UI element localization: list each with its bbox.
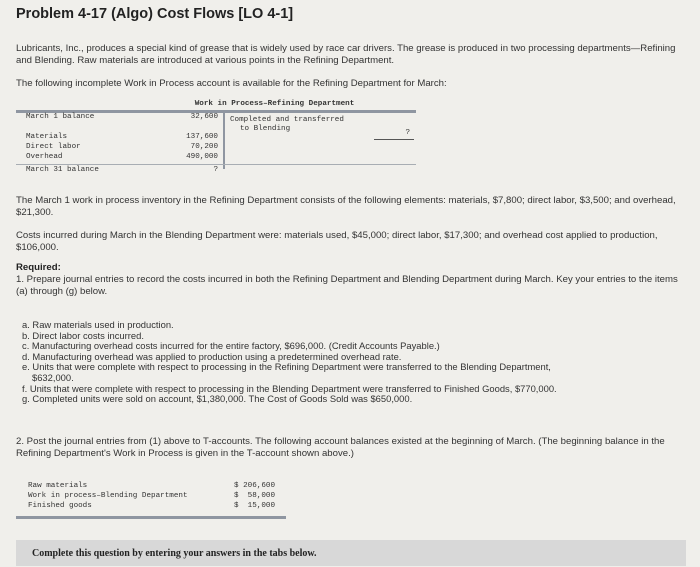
debit-amount-march1: 32,600	[190, 113, 218, 121]
debit-label-march31: March 31 balance	[26, 166, 99, 174]
balances-bottom-rule	[16, 516, 286, 519]
item-e-continued: $632,000.	[32, 371, 74, 383]
balance-label-finished-goods: Finished goods	[28, 502, 92, 510]
debit-label-march1: March 1 balance	[26, 113, 95, 121]
credit-amount-underline	[374, 139, 414, 140]
beginning-balances-table	[16, 480, 286, 520]
credit-label-line1: Completed and transferred	[230, 116, 344, 124]
t-account-header: Work in Process–Refining Department	[194, 100, 355, 108]
balance-amount-finished-goods: $ 15,000	[234, 502, 276, 510]
problem-title: Problem 4-17 (Algo) Cost Flows [LO 4-1]	[16, 6, 294, 22]
incomplete-account-text: The following incomplete Work in Process account is available for the Refining Department for March:	[16, 78, 447, 89]
item-g: g. Completed units were sold on account, $1,380,000. The Cost of Goods Sold was $650,000.	[22, 393, 413, 405]
debit-amount-direct-labor: 70,200	[190, 143, 218, 151]
balance-label-raw-materials: Raw materials	[28, 482, 88, 490]
debit-amount-overhead: 490,000	[186, 153, 218, 161]
credit-label-line2: to Blending	[240, 125, 291, 133]
requirement-2: 2. Post the journal entries from (1) above to T-accounts. The following account balances existed at the beginning of March. (The beginning balance in the Refining Department's Work in Process is given in the T-account shown above.)	[16, 436, 665, 459]
item-b: b. Direct labor costs incurred.	[22, 329, 144, 341]
debit-label-overhead: Overhead	[26, 153, 63, 161]
balance-label-wip-blending: Work in process–Blending Department	[28, 492, 188, 500]
balance-amount-wip-blending: $ 58,000	[234, 492, 276, 500]
instructions-banner	[16, 540, 686, 566]
instructions-text: Complete this question by entering your answers in the tabs below.	[32, 548, 317, 559]
requirement-1: 1. Prepare journal entries to record the costs incurred in both the Refining Department and Blending Department during March. Key your entries to the items (a) through (g) below.	[16, 274, 678, 297]
item-e: e. Units that were complete with respect to processing in the Refining Department were transferred to the Blending Department,	[22, 361, 551, 373]
debit-amount-materials: 137,600	[186, 133, 218, 141]
credit-amount: ?	[405, 129, 410, 137]
item-d: d. Manufacturing overhead was applied to production using a predetermined overhead rate.	[22, 350, 402, 362]
item-c: c. Manufacturing overhead costs incurred for the entire factory, $696,000. (Credit Accounts Payable.)	[22, 340, 440, 352]
blending-costs-text: Costs incurred during March in the Blending Department were: materials used, $45,000; direct labor, $17,300; and overhead cost applied to production, $106,000.	[16, 230, 658, 253]
balance-amount-raw-materials: $ 206,600	[234, 482, 276, 490]
item-f: f. Units that were complete with respect to processing in the Blending Department were transferred to Finished Goods, $770,000.	[22, 382, 557, 394]
debit-label-materials: Materials	[26, 133, 68, 141]
refining-wip-t-account	[16, 100, 416, 180]
t-account-balance-rule	[16, 164, 416, 165]
debit-label-direct-labor: Direct labor	[26, 143, 81, 151]
t-account-center-rule	[223, 111, 225, 169]
item-a: a. Raw materials used in production.	[22, 319, 174, 330]
march1-inventory-text: The March 1 work in process inventory in the Refining Department consists of the following elements: materials, $7,800; direct labor, $3,500; and overhead, $21,300.	[16, 195, 676, 218]
required-heading: Required:	[16, 262, 61, 273]
debit-amount-march31: ?	[213, 166, 218, 174]
transaction-items-list	[22, 320, 682, 405]
intro-paragraph: Lubricants, Inc., produces a special kind of grease that is widely used by race car drivers. The grease is produced in two processing departments—Refining and Blending. Raw materials are introduced at various points in the Refining Department.	[16, 43, 676, 66]
